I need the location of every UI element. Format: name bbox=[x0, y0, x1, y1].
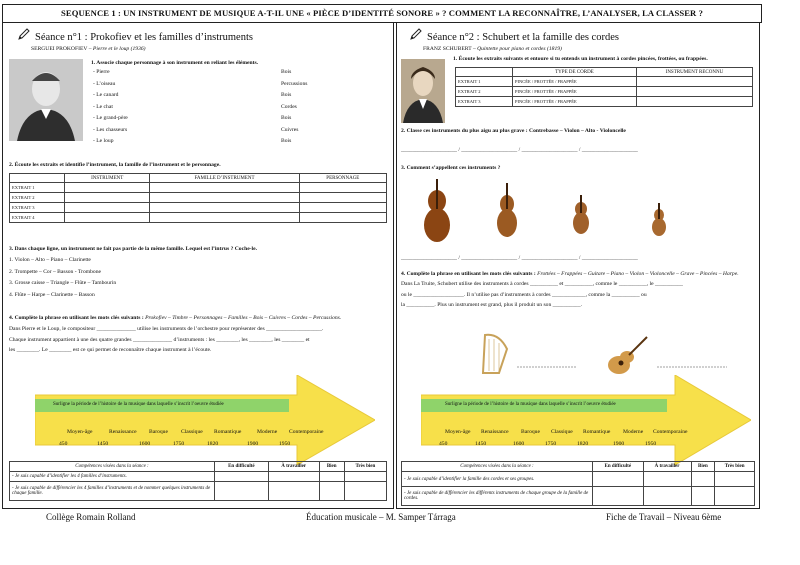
guitar-icon bbox=[608, 337, 647, 374]
right-seance-heading: Séance n°2 : Schubert et la famille des cordes bbox=[409, 27, 619, 46]
table-row: - Je suis capable d’identifier la famille des cordes et ses groupes. bbox=[402, 472, 755, 487]
cello-icon bbox=[497, 183, 517, 237]
table-row: - Je suis capable de différencier les différents instruments de chaque groupe de la famille de cordes. bbox=[402, 487, 755, 506]
table-row: EXTRAIT 2 PINCÉE / FROTTÉE / FRAPPÉE bbox=[456, 87, 753, 97]
left-question-1: 1. Associe chaque personnage à son instrument en reliant les éléments. bbox=[91, 60, 259, 66]
right-question-3: 3. Comment s’appellent ces instruments ? bbox=[401, 165, 501, 171]
table-row: EXTRAIT 1 bbox=[10, 183, 387, 193]
left-timeline-arrow: Surligne la période de l’histoire de la musique dans laquelle s’inscrit l’oeuvre étudiée Moyen-âge Renaissance Baroque Classique Romantique Moderne Contemporaine 450 1450 1600 1750 1820 1900 1950 bbox=[35, 375, 375, 465]
left-composer-line: SERGUEI PROKOFIEV – Pierre et le loup (1936) bbox=[31, 46, 146, 52]
right-question-1: 1. Écoute les extraits suivants et entoure si tu entends un instrument à cordes pincées, frottées, ou frappées. bbox=[453, 56, 708, 62]
left-question-2: 2. Écoute les extraits et identifie l’instrument, la famille de l’instrument et le personnage. bbox=[9, 162, 221, 168]
footer-school: Collège Romain Rolland bbox=[46, 512, 136, 522]
pencil-icon bbox=[17, 27, 31, 46]
family-list: Bois Percussions Bois Cordes Bois Cuivres Bois bbox=[281, 69, 308, 144]
string-instruments-images bbox=[411, 179, 751, 245]
right-q2-answer-line: ____________________ / ____________________ / ____________________ / ____________________ bbox=[401, 147, 638, 153]
left-question-4: 4. Complète la phrase en utilisant les mots clés suivants : Prokofiev – Timbre – Personnages – Familles – Bois – Cuivres – Cordes – Percussions. Dans Pierre et le Loup, le compositeur ______________ utilise les instruments de l’orchestre pour représenter des ____________________. Chaque instrument appartient à une des quatre grandes ______________ d’instruments : les ________, les ________, les ________ et les ________. Le ________ est ce qui permet de reconnaître chaque instrument à l’écoute. bbox=[9, 315, 342, 353]
right-timeline-arrow: Surligne la période de l’histoire de la musique dans laquelle s’inscrit l’oeuvre étudiée Moyen-âge Renaissance Baroque Classique Romantique Moderne Contemporaine 450 1450 1600 1750 1820 1900 1950 bbox=[421, 375, 751, 465]
violin-icon bbox=[652, 203, 666, 236]
contrabass-icon bbox=[424, 179, 450, 242]
right-question-2: 2. Classe ces instruments du plus aigu au plus grave : Contrebasse – Violon – Alto - Violoncelle bbox=[401, 128, 626, 134]
right-composer-line: FRANZ SCHUBERT – Quintette pour piano et cordes (1819) bbox=[423, 46, 562, 52]
harp-icon bbox=[483, 335, 507, 373]
prokofiev-portrait bbox=[9, 59, 83, 141]
left-worksheet-panel bbox=[2, 22, 394, 509]
right-q3-answer-line: ____________________ / ____________________ / ____________________ / ____________________ bbox=[401, 255, 638, 261]
table-row: EXTRAIT 4 bbox=[10, 213, 387, 223]
table-row: EXTRAIT 3 PINCÉE / FROTTÉE / FRAPPÉE bbox=[456, 97, 753, 107]
footer-subject: Éducation musicale – M. Samper Tárraga bbox=[306, 512, 456, 522]
left-seance-heading: Séance n°1 : Prokofiev et les familles d’instruments bbox=[17, 27, 253, 46]
table-row: EXTRAIT 1 PINCÉE / FROTTÉE / FRAPPÉE bbox=[456, 77, 753, 87]
table-row: EXTRAIT 2 bbox=[10, 193, 387, 203]
left-skills-table: Compétences visées dans la séance : En difficulté À travailler Bien Très bien - Je suis capable d’identifier les 4 familles d’instruments. - Je suis capable de différencier les 4 familles d’instruments et de nommer quelques instruments de chaque famille. bbox=[9, 461, 387, 501]
extraits-table: INSTRUMENT FAMILLE D’INSTRUMENT PERSONNAGE EXTRAIT 1 EXTRAIT 2 EXTRAIT 3 EXTRAIT 4 bbox=[9, 173, 387, 223]
schubert-portrait bbox=[401, 59, 445, 123]
cordes-table: TYPE DE CORDE INSTRUMENT RECONNU EXTRAIT 1 PINCÉE / FROTTÉE / FRAPPÉE EXTRAIT 2 PINCÉE / FROTTÉE / FRAPPÉE EXTRAIT 3 PINCÉE / FROTTÉE / FRAPPÉE bbox=[455, 67, 753, 107]
page-title: SEQUENCE 1 : UN INSTRUMENT DE MUSIQUE A-T-IL UNE « PIÈCE D’IDENTITÉ SONORE » ? COMMENT LA RECONNAÎTRE, L’ANALYSER, LA CLASSER ? bbox=[2, 4, 762, 23]
viola-icon bbox=[573, 195, 589, 234]
pencil-icon bbox=[409, 27, 423, 46]
harp-guitar-images bbox=[477, 331, 737, 377]
table-row: EXTRAIT 3 bbox=[10, 203, 387, 213]
intrus-list: 1. Violon – Alto – Piano – Clarinette 2. Trompette – Cor – Basson - Trombone 3. Grosse caisse – Triangle – Flûte – Tambourin 4. Flûte – Harpe – Clarinette – Basson bbox=[9, 257, 117, 298]
table-row: - Je suis capable d’identifier les 4 familles d’instruments. bbox=[10, 472, 387, 482]
right-question-4: 4. Complète la phrase en utilisant les mots clés suivants : Frottées – Frappées – Guitare – Piano – Violon – Violoncelle – Grave – Pincées – Harpe. Dans La Truite, Schubert utilise des instruments à cordes __________ et __________, comme le __________, le __________ ou le __________________. Il n’utilise pas d’instruments à cordes ____________, comme la __________ ou la __________. Plus un instrument est grand, plus il produit un son __________. bbox=[401, 271, 739, 308]
right-skills-table: Compétences visées dans la séance : En difficulté À travailler Bien Très bien - Je suis capable d’identifier la famille des cordes et ses groupes. - Je suis capable de différencier les différents instruments de chaque groupe de la famille de cordes. bbox=[401, 461, 755, 506]
footer-level: Fiche de Travail – Niveau 6ème bbox=[606, 512, 722, 522]
character-list: - Pierre - L’oiseau - Le canard - Le chat - Le grand-père - Les chasseurs - Le loup bbox=[93, 69, 128, 144]
right-worksheet-panel bbox=[396, 22, 760, 509]
table-row: - Je suis capable de différencier les 4 familles d’instruments et de nommer quelques instruments de chaque famille. bbox=[10, 482, 387, 501]
left-question-3: 3. Dans chaque ligne, un instrument ne fait pas partie de la même famille. Lequel est l’intrus ? Coche-le. bbox=[9, 246, 257, 252]
